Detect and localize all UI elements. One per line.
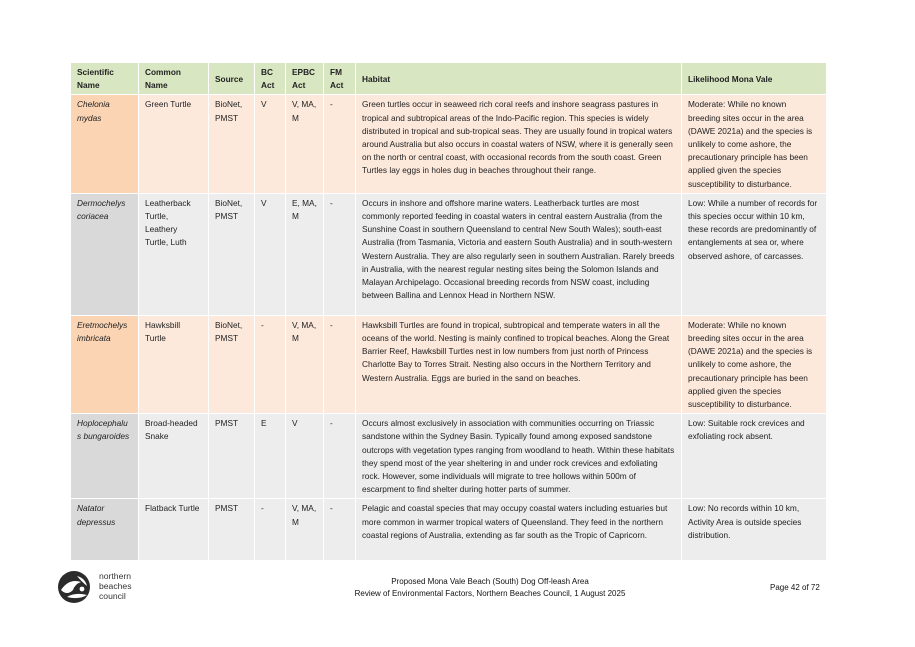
- table-row: [71, 414, 827, 499]
- council-emblem-icon: [55, 568, 95, 606]
- habitat-cell: Green turtles occur in seaweed rich coral reefs and inshore seagrass pastures in tropical and subtropical areas of the Indo-Pacific region. This species is widely distributed in tropical and sub-tropical seas. They are usually found in tropical waters around Australia but also occurs in coastal waters of NSW, where it is generally seen on the north or central coast, with occasional records from the south coast. Green Turtles lay eggs in holes dug in beaches throughout their range.: [356, 95, 682, 193]
- habitat-cell: Pelagic and coastal species that may occupy coastal waters including estuaries but more common in warmer tropical waters of Queensland. They feed in the northern coastal regions of Australia, extending as far south as the Tropic of Capricorn.: [356, 499, 682, 561]
- table-row: [71, 315, 827, 413]
- logo-wordmark: [99, 571, 132, 601]
- source-cell: PMST: [209, 414, 255, 499]
- page-number: Page 42 of 72: [770, 583, 820, 592]
- logo-line-beaches: beaches: [99, 581, 132, 591]
- document-title: Proposed Mona Vale Beach (South) Dog Off-leash Area: [391, 577, 589, 586]
- scientific-name-cell: Eretmochelys imbricata: [71, 315, 139, 413]
- habitat-cell: Hawksbill Turtles are found in tropical, subtropical and temperate waters in all the oceans of the world. Nesting is mainly confined to tropical beaches. Along the Great Barrier Reef, Hawksbill Turtles nest in low numbers from just north of Princess Charlotte Bay to Torres Strait. Nesting also occurs in the Northern Territory and Western Australia. Eggs are buried in the sand on beaches.: [356, 315, 682, 413]
- bc-act-cell: -: [255, 315, 286, 413]
- likelihood-cell: Low: No records within 10 km, Activity Area is outside species distribution.: [682, 499, 827, 561]
- header-bc-act: BC Act: [255, 63, 286, 95]
- common-name-cell: Hawksbill Turtle: [139, 315, 209, 413]
- likelihood-cell: Moderate: While no known breeding sites occur in the area (DAWE 2021a) and the species is unlikely to come ashore, the precautionary principle has been applied given the species susceptibility to disturbance.: [682, 95, 827, 193]
- source-cell: BioNet, PMST: [209, 95, 255, 193]
- table-row: [71, 95, 827, 193]
- likelihood-cell: Moderate: While no known breeding sites occur in the area (DAWE 2021a) and the species is unlikely to come ashore, the precautionary principle has been applied given the species susceptibility to disturbance.: [682, 315, 827, 413]
- bc-act-cell: V: [255, 95, 286, 193]
- epbc-act-cell: E, MA, M: [286, 193, 324, 315]
- source-cell: BioNet, PMST: [209, 193, 255, 315]
- source-cell: PMST: [209, 499, 255, 561]
- header-scientific-name: Scientific Name: [71, 63, 139, 95]
- fm-act-cell: -: [324, 315, 356, 413]
- header-likelihood: Likelihood Mona Vale: [682, 63, 827, 95]
- scientific-name-cell: Natator depressus: [71, 499, 139, 561]
- habitat-cell: Occurs almost exclusively in association with communities occurring on Triassic sandstone within the Sydney Basin. Typically found among exposed sandstone outcrops with vegetation types ranging from woodland to heath. Within these habitats they spend most of the year sheltering in and under rock crevices and exfoliating rock. However, some individuals will migrate to tree hollows within 500m of escarpment to find shelter during hotter parts of summer.: [356, 414, 682, 499]
- epbc-act-cell: V, MA, M: [286, 95, 324, 193]
- footer-document-info: [330, 576, 650, 600]
- common-name-cell: Green Turtle: [139, 95, 209, 193]
- bc-act-cell: -: [255, 499, 286, 561]
- table-header-row: [71, 63, 827, 95]
- fm-act-cell: -: [324, 499, 356, 561]
- table-row: [71, 193, 827, 315]
- habitat-cell: Occurs in inshore and offshore marine waters. Leatherback turtles are most commonly reported feeding in coastal waters in central eastern Australia (from the Sunshine Coast in southern Queensland to central New South Wales); south-east Australia (from Tasmania, Victoria and eastern South Australia) and in south-western Western Australia. They are also regularly seen in southern Australian. Rarely breeds in Australia, with the nearest regular nesting sites being the Solomon Islands and Malayan Archipelago. Occasional breeding records from NSW coast, including between Ballina and Lennox Head in Northern NSW.: [356, 193, 682, 315]
- header-source: Source: [209, 63, 255, 95]
- council-logo: [55, 568, 155, 606]
- common-name-cell: Broad-headed Snake: [139, 414, 209, 499]
- header-common-name: Common Name: [139, 63, 209, 95]
- header-epbc-act: EPBC Act: [286, 63, 324, 95]
- logo-line-council: council: [99, 591, 126, 601]
- likelihood-cell: Low: While a number of records for this species occur within 10 km, these records are predominantly of entanglements at sea or, where observed ashore, of carcasses.: [682, 193, 827, 315]
- logo-line-northern: northern: [99, 571, 132, 581]
- source-cell: BioNet, PMST: [209, 315, 255, 413]
- species-table: [70, 62, 827, 561]
- fm-act-cell: -: [324, 193, 356, 315]
- scientific-name-cell: Hoplocephalu s bungaroides: [71, 414, 139, 499]
- bc-act-cell: E: [255, 414, 286, 499]
- header-habitat: Habitat: [356, 63, 682, 95]
- fm-act-cell: -: [324, 95, 356, 193]
- common-name-cell: Flatback Turtle: [139, 499, 209, 561]
- common-name-cell: Leatherback Turtle, Leathery Turtle, Luth: [139, 193, 209, 315]
- epbc-act-cell: V, MA, M: [286, 315, 324, 413]
- fm-act-cell: -: [324, 414, 356, 499]
- document-subtitle: Review of Environmental Factors, Northern Beaches Council, 1 August 2025: [354, 589, 626, 598]
- scientific-name-cell: Dermochelys coriacea: [71, 193, 139, 315]
- table-row: [71, 499, 827, 561]
- epbc-act-cell: V, MA, M: [286, 499, 324, 561]
- likelihood-cell: Low: Suitable rock crevices and exfoliating rock absent.: [682, 414, 827, 499]
- bc-act-cell: V: [255, 193, 286, 315]
- scientific-name-cell: Chelonia mydas: [71, 95, 139, 193]
- epbc-act-cell: V: [286, 414, 324, 499]
- header-fm-act: FM Act: [324, 63, 356, 95]
